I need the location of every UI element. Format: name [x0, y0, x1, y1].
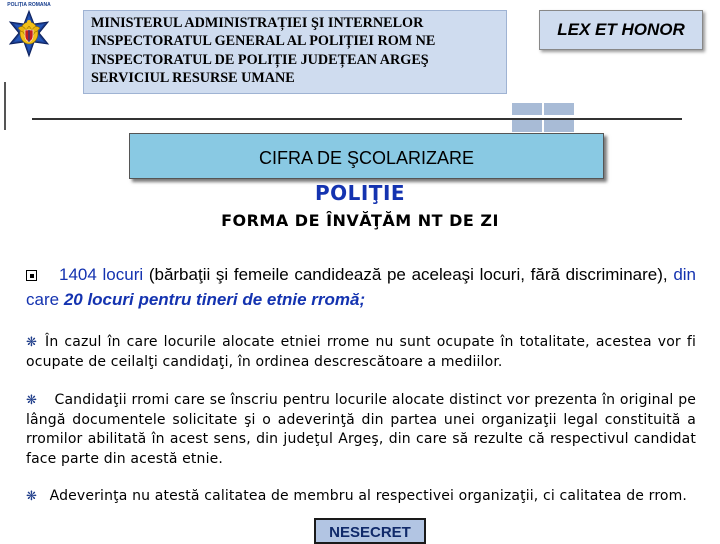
certificate-paragraph — [26, 487, 696, 507]
subtitle-police: POLIŢIE — [314, 181, 406, 205]
places-roma-quota: 20 locuri pentru tineri de etnie rromă; — [63, 290, 366, 309]
snowflake-bullet-icon: ❋ — [26, 335, 38, 350]
decor-square — [544, 103, 574, 115]
snowflake-bullet-icon: ❋ — [26, 489, 38, 504]
institution-header — [83, 10, 507, 94]
left-divider-line — [4, 82, 6, 130]
title-box: CIFRA DE ŞCOLARIZARE — [129, 133, 604, 179]
logo-label: POLIȚIA ROMÂNĂ — [7, 2, 51, 8]
eagle-emblem-icon — [4, 2, 54, 78]
classification-stamp: NESECRET — [314, 518, 426, 544]
subtitle-form: FORMA DE ÎNVĂŢĂM NT DE ZI — [221, 211, 499, 230]
header-divider-line — [32, 118, 682, 120]
motto-box: LEX ET HONOR — [539, 10, 703, 50]
roma-candidates-text: Candidaţii rromi care se înscriu pentru locurile alocate distinct vor prezenta în original pe lângă documentele solicitate şi o adeverinţă din partea unei organizaţii legal constituită a rromilor abilitată în acest sens, din judeţul Argeş, din care să rezulte că respectivul candidat face parte din acestă etnie. — [26, 392, 696, 467]
police-logo — [4, 2, 54, 78]
certificate-text: Adeverinţa nu atestă calitatea de membru al respectivei organizaţii, ci calitatea de rrom. — [49, 488, 688, 504]
places-paragraph — [26, 262, 696, 312]
decor-square — [544, 120, 574, 132]
snowflake-bullet-icon: ❋ — [26, 393, 38, 408]
decor-square — [512, 120, 542, 132]
header-line-ministry: MINISTERUL ADMINISTRAȚIEI ŞI INTERNELOR — [91, 15, 424, 31]
places-label: locuri — [102, 265, 144, 284]
header-line-county-inspectorate: INSPECTORATUL DE POLIȚIE JUDEȚEAN ARGEŞ — [91, 51, 429, 68]
header-line-general-inspectorate: INSPECTORATUL GENERAL AL POLIȚIEI ROM NE — [91, 33, 436, 50]
places-note: (bărbaţii şi femeile candidează pe aceleaşi locuri, fără discriminare), — [148, 265, 668, 284]
places-of-which: din care — [26, 265, 696, 309]
header-line-service: SERVICIUL RESURSE UMANE — [91, 69, 295, 86]
decor-square — [512, 103, 542, 115]
square-bullet-icon — [26, 270, 37, 281]
unfilled-places-text: În cazul în care locurile alocate etniei rrome nu sunt ocupate în totalitate, acestea vor fi ocupate de ceilalţi candidaţi, în ordinea descrescătoare a mediilor. — [26, 334, 696, 370]
unfilled-places-paragraph — [26, 333, 696, 372]
places-count: 1404 — [59, 265, 97, 284]
roma-candidates-paragraph — [26, 391, 696, 469]
